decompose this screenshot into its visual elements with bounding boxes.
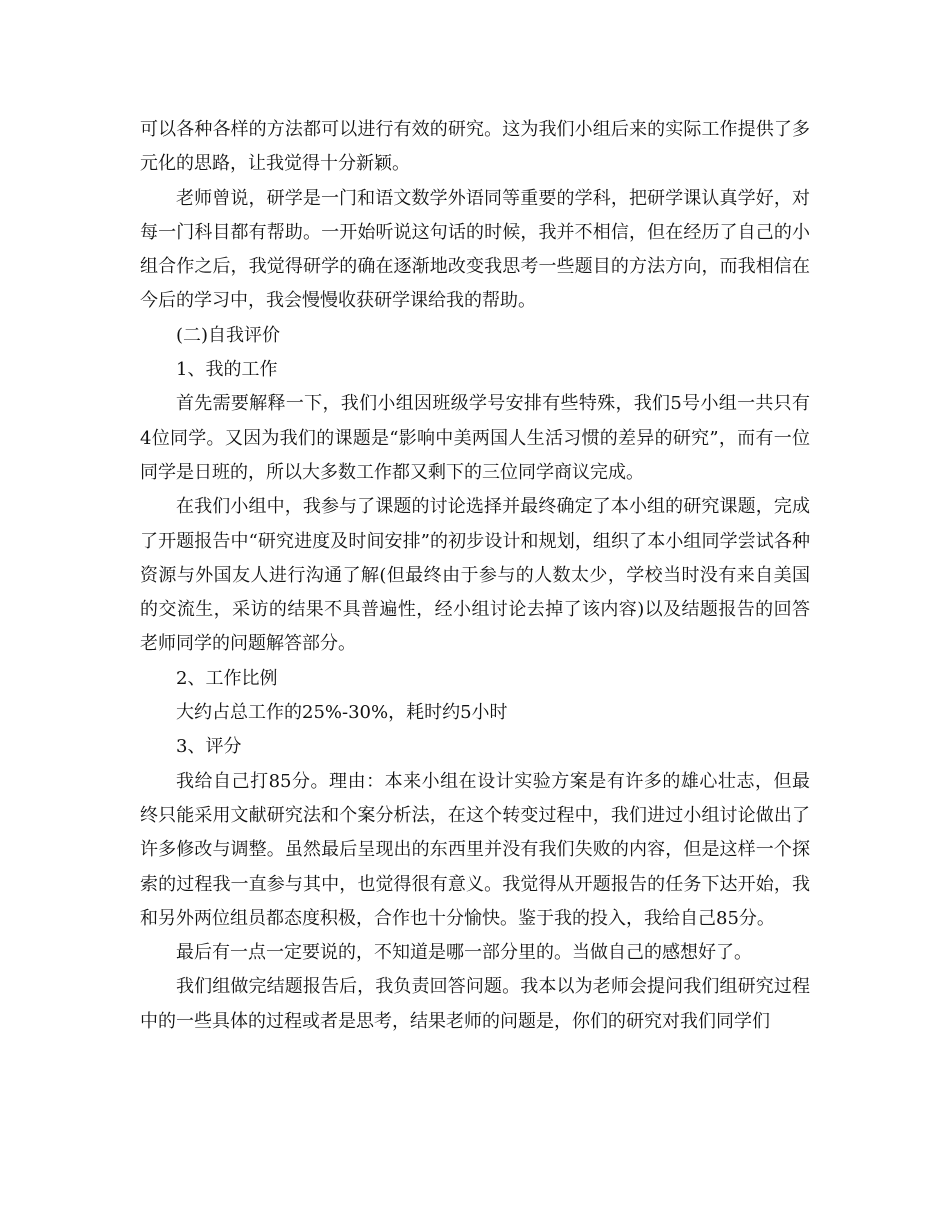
subsection-heading: 3、评分 [176, 736, 242, 758]
paragraph: 最后有一点一定要说的，不知道是哪一部分里的。当做自己的感想好了。 [176, 942, 752, 964]
paragraph: 首先需要解释一下，我们小组因班级学号安排有些特殊，我们5号小组一共只有4位同学。又因为我们的课题是“影响中美两国人生活习惯的差异的研究”，而有一位同学是日班的，所以大多数工作都又剩下的三位同学商议完成。 [140, 393, 810, 483]
document-body [140, 113, 810, 1039]
paragraph: 我给自己打85分。理由：本来小组在设计实验方案是有许多的雄心壮志，但最终只能采用文献研究法和个案分析法，在这个转变过程中，我们进过小组讨论做出了许多修改与调整。虽然最后呈现出的东西里并没有我们失败的内容，但是这样一个探索的过程我一直参与其中，也觉得很有意义。我觉得从开题报告的任务下达开始，我和另外两位组员都态度积极，合作也十分愉快。鉴于我的投入，我给自己85分。 [140, 770, 810, 929]
subsection-heading: 2、工作比例 [176, 667, 278, 689]
paragraph: 可以各种各样的方法都可以进行有效的研究。这为我们小组后来的实际工作提供了多元化的思路，让我觉得十分新颖。 [140, 119, 810, 175]
paragraph: 老师曾说，研学是一门和语文数学外语同等重要的学科，把研学课认真学好，对每一门科目都有帮助。一开始听说这句话的时候，我并不相信，但在经历了自己的小组合作之后，我觉得研学的确在逐渐地改变我思考一些题目的方法方向，而我相信在今后的学习中，我会慢慢收获研学课给我的帮助。 [140, 187, 810, 312]
paragraph: 我们组做完结题报告后，我负责回答问题。我本以为老师会提问我们组研究过程中的一些具体的过程或者是思考，结果老师的问题是，你们的研究对我们同学们 [140, 976, 810, 1032]
section-heading: (二)自我评价 [176, 324, 281, 346]
paragraph: 大约占总工作的25%-30%，耗时约5小时 [176, 702, 508, 724]
paragraph: 在我们小组中，我参与了课题的讨论选择并最终确定了本小组的研究课题，完成了开题报告中“研究进度及时间安排”的初步设计和规划，组织了本小组同学尝试各种资源与外国友人进行沟通了解(但最终由于参与的人数太少，学校当时没有来自美国的交流生，采访的结果不具普遍性，经小组讨论去掉了该内容)以及结题报告的回答老师同学的问题解答部分。 [140, 496, 810, 655]
subsection-heading: 1、我的工作 [176, 359, 278, 381]
